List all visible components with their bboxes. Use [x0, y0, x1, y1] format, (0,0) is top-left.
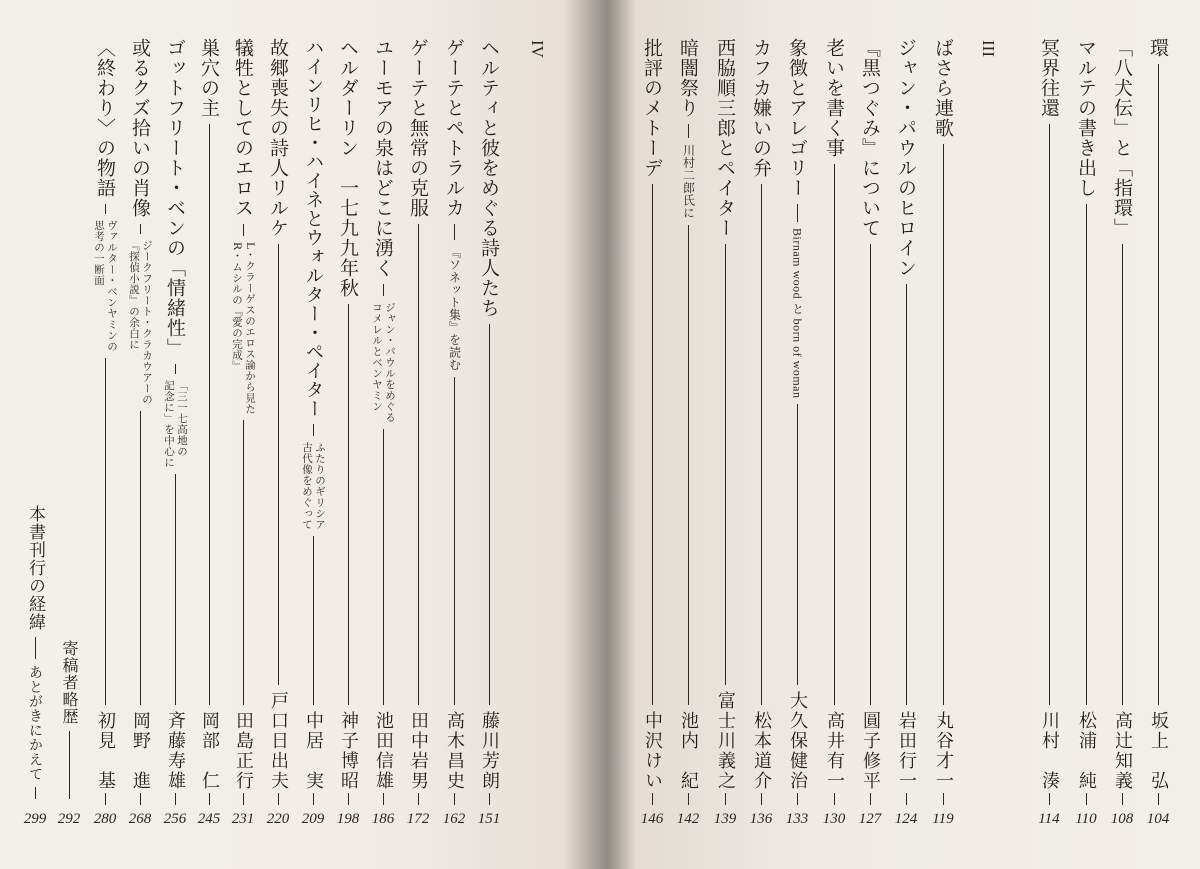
entry-title: 環 [1147, 38, 1169, 58]
entry-title: ゲーテと無常の克服 [407, 38, 429, 218]
leader-line [313, 536, 314, 705]
entry-page: 292 [57, 811, 81, 827]
section-number: IV [528, 40, 547, 58]
leader-line [688, 793, 689, 805]
toc-entry [673, 38, 703, 828]
entry-page: 299 [23, 811, 47, 827]
entry-subtitle: あとがきにかえて [27, 665, 43, 781]
entry-subtitle: Birnam wood と born of woman [790, 228, 805, 399]
entry-subtitle: L・クラーゲスのエロス論から見た R・ムシルの『愛の完成』 [231, 242, 256, 415]
leader-line [870, 244, 871, 705]
leader-line [140, 411, 141, 705]
section-heading [522, 40, 552, 830]
leader-line [175, 474, 176, 705]
leader-line [243, 420, 244, 705]
entry-author: 岡部 仁 [199, 711, 220, 791]
leader-line [243, 793, 244, 805]
leader-line [489, 793, 490, 805]
entry-author: 坂上 弘 [1148, 711, 1169, 791]
entry-page: 172 [406, 811, 430, 827]
entry-page: 130 [822, 811, 846, 827]
entry-title: 或るクズ拾いの肖像 [129, 38, 151, 218]
entry-title: マルテの書き出し [1075, 38, 1097, 198]
entry-title: 老いを書く事 [823, 38, 845, 158]
leader-line [278, 793, 279, 805]
leader-line [1158, 64, 1159, 705]
entry-author: 圓子修平 [860, 711, 881, 791]
entry-author: 中居 実 [303, 711, 324, 791]
toc-entry [125, 38, 155, 828]
leader-line [175, 793, 176, 805]
leader-line [761, 793, 762, 805]
entry-page: 280 [93, 811, 117, 827]
leader-line [209, 793, 210, 805]
leader-line [688, 225, 689, 705]
leader-line [278, 244, 279, 685]
leader-line [454, 793, 455, 805]
entry-title: 「八犬伝」と「指環」 [1111, 38, 1133, 238]
entry-page: 119 [932, 811, 954, 827]
entry-author: 高辻知義 [1112, 711, 1133, 791]
leader-line [383, 429, 384, 705]
entry-author: 富士川義之 [715, 691, 736, 791]
entry-title: ヘルティと彼をめぐる詩人たち [478, 38, 500, 318]
entry-author: 中沢けい [642, 711, 663, 791]
toc-entry [1034, 38, 1064, 828]
leader-line [383, 793, 384, 805]
entry-title: 寄稿者略歴 [60, 640, 79, 725]
entry-page: 220 [266, 811, 290, 827]
leader-line [489, 324, 490, 705]
entry-author: 初見 基 [95, 711, 116, 791]
leader-line [834, 164, 835, 705]
section-number: III [979, 40, 998, 57]
toc-entry [20, 505, 50, 828]
entry-author: 田中岩男 [408, 711, 429, 791]
toc-entry [782, 38, 812, 828]
leader-line [725, 244, 726, 685]
toc-entry [891, 38, 921, 828]
toc-entry [368, 38, 398, 828]
entry-page: 127 [858, 811, 882, 827]
entry-author: 神子博昭 [338, 711, 359, 791]
toc-entry [439, 38, 469, 828]
leader-line [906, 284, 907, 705]
entry-title: 暗闇祭り [677, 38, 699, 118]
leader-line [870, 793, 871, 805]
leader-line [348, 793, 349, 805]
entry-author: 池内 紀 [678, 711, 699, 791]
leader-line [105, 204, 106, 214]
entry-title: 象徴とアレゴリー [786, 38, 808, 198]
entry-subtitle: ジークフリート・クラカウアーの 『探偵小説』の余白に [128, 240, 153, 405]
leader-line [1122, 793, 1123, 805]
toc-entry [474, 38, 504, 828]
entry-subtitle: 『ソネット集』を読む [447, 246, 462, 371]
entry-page: 231 [231, 811, 255, 827]
entry-title: ばさら連歌 [932, 38, 954, 138]
entry-author: 丸谷才一 [933, 711, 954, 791]
toc-entry [710, 38, 740, 828]
leader-line [418, 224, 419, 705]
entry-subtitle: ふたりのギリシア 古代像をめぐって [301, 442, 326, 530]
entry-title: 〈終わり〉の物語 [94, 38, 116, 198]
entry-subtitle: ヴァルター・ベンヤミンの 思考の一断面 [93, 220, 118, 352]
leader-line [797, 793, 798, 805]
entry-author: 松本道介 [751, 711, 772, 791]
leader-line [140, 793, 141, 805]
toc-entry [1071, 38, 1101, 828]
entry-author: 高井有一 [824, 711, 845, 791]
entry-author: 大久保健治 [787, 691, 808, 791]
toc-entry [54, 640, 84, 828]
toc-entry [1107, 38, 1137, 828]
entry-title: 故郷喪失の詩人リルケ [267, 38, 289, 238]
entry-title: ハインリヒ・ハイネとウォルター・ペイター [303, 38, 324, 418]
leader-line [140, 224, 141, 234]
leader-line [1086, 793, 1087, 805]
entry-page: 142 [676, 811, 700, 827]
entry-page: 268 [128, 811, 152, 827]
entry-author: 高木昌史 [444, 711, 465, 791]
entry-page: 198 [336, 811, 360, 827]
leader-line [105, 358, 106, 705]
leader-line [175, 364, 176, 374]
entry-page: 186 [371, 811, 395, 827]
toc-entry [855, 38, 885, 828]
toc-entry [90, 38, 120, 828]
leader-line [688, 124, 689, 138]
leader-line [69, 731, 70, 799]
entry-page: 104 [1146, 811, 1170, 827]
section-heading [973, 40, 1003, 830]
entry-title: 西脇順三郎とペイター [714, 38, 736, 238]
entry-page: 136 [749, 811, 773, 827]
leader-line [313, 424, 314, 436]
leader-line [797, 204, 798, 222]
leader-line [1049, 793, 1050, 805]
entry-title: 『黒つぐみ』について [859, 38, 881, 238]
entry-author: 池田信雄 [373, 711, 394, 791]
leader-line [454, 377, 455, 705]
entry-page: 209 [301, 811, 325, 827]
entry-page: 114 [1038, 811, 1060, 827]
leader-line [1122, 244, 1123, 705]
entry-title: ジャン・パウルのヒロイン [895, 38, 917, 278]
entry-page: 151 [477, 811, 501, 827]
right-page [612, 0, 1200, 869]
entry-title: ヘルダーリン 一七九九年秋 [337, 38, 359, 298]
entry-author: 藤川芳朗 [479, 711, 500, 791]
leader-line [652, 184, 653, 705]
entry-author: 川村 湊 [1039, 711, 1060, 791]
entry-title: 本書刊行の経緯 [25, 505, 45, 631]
toc-entry [160, 38, 190, 828]
entry-title: カフカ嫌いの弁 [750, 38, 772, 178]
entry-subtitle: 「三一七高地の 記念に」を中心に [163, 380, 188, 468]
leader-line [906, 793, 907, 805]
leader-line [418, 793, 419, 805]
toc-entry [194, 38, 224, 828]
leader-line [105, 793, 106, 805]
toc-entry [228, 38, 258, 828]
entry-page: 108 [1110, 811, 1134, 827]
leader-line [725, 793, 726, 805]
entry-author: 岩田行一 [896, 711, 917, 791]
leader-line [797, 404, 798, 685]
entry-author: 松浦 純 [1076, 711, 1097, 791]
toc-entry [333, 38, 363, 828]
leader-line [834, 793, 835, 805]
entry-title: 冥界往還 [1038, 38, 1060, 118]
entry-subtitle: ジャン・パウルをめぐる コメレルとベンヤミン [371, 302, 396, 423]
leader-line [348, 304, 349, 705]
leader-line [943, 144, 944, 705]
leader-line [761, 184, 762, 705]
leader-line [313, 793, 314, 805]
entry-title: 批評のメトーデ [641, 38, 663, 178]
leader-line [1158, 793, 1159, 805]
entry-page: 110 [1075, 811, 1097, 827]
leader-line [35, 787, 36, 799]
toc-entry [298, 38, 328, 828]
entry-page: 139 [713, 811, 737, 827]
entry-author: 戸口日出夫 [268, 691, 289, 791]
entry-title: 犠牲としてのエロス [232, 38, 254, 218]
entry-page: 124 [894, 811, 918, 827]
toc-entry [263, 38, 293, 828]
leader-line [652, 793, 653, 805]
leader-line [383, 284, 384, 296]
entry-title: ゲーテとペトラルカ [443, 38, 465, 218]
entry-page: 256 [163, 811, 187, 827]
toc-entry [637, 38, 667, 828]
leader-line [243, 224, 244, 236]
entry-page: 133 [785, 811, 809, 827]
entry-page: 162 [442, 811, 466, 827]
leader-line [1086, 204, 1087, 705]
entry-page: 245 [197, 811, 221, 827]
leader-line [1049, 124, 1050, 705]
entry-subtitle: 川村二郎氏に [681, 144, 696, 219]
entry-title: ゴットフリート・ベンの「情緒性」 [164, 38, 186, 358]
entry-title: ユーモアの泉はどこに湧く [372, 38, 394, 278]
leader-line [35, 637, 36, 659]
leader-line [454, 224, 455, 240]
toc-entry [928, 38, 958, 828]
toc-entry [746, 38, 776, 828]
leader-line [943, 793, 944, 805]
toc-entry [1143, 38, 1173, 828]
toc-entry [403, 38, 433, 828]
entry-title: 巣穴の主 [198, 38, 220, 118]
leader-line [209, 124, 210, 705]
toc-entry [819, 38, 849, 828]
entry-author: 田島正行 [233, 711, 254, 791]
entry-author: 岡野 進 [130, 711, 151, 791]
entry-page: 146 [640, 811, 664, 827]
entry-author: 斉藤寿雄 [165, 711, 186, 791]
